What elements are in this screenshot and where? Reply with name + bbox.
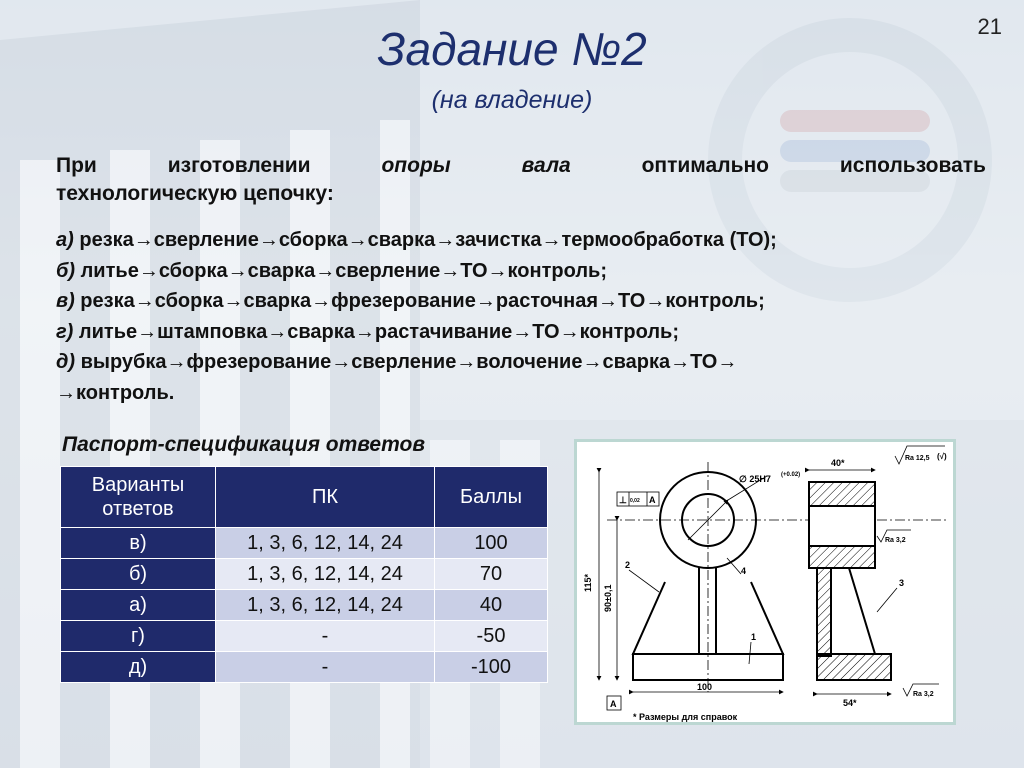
task-line-2: технологическую цепочку: — [56, 182, 334, 205]
cell-score: -100 — [435, 652, 548, 683]
option-d-continued: →контроль. — [56, 381, 175, 404]
passport-title: Паспорт-спецификация ответов — [62, 433, 426, 456]
dim-height-axis: 90±0,1 — [603, 584, 613, 612]
svg-text:A: A — [649, 495, 656, 505]
option-v: в) резка→сборка→сварка→фрезерование→расточная→ТО→контроль; — [56, 290, 765, 312]
slide-title: Задание №2 — [377, 23, 647, 75]
option-b: б) литье→сборка→сварка→сверление→ТО→контроль; — [56, 259, 607, 282]
slide-subtitle: (на владение) — [431, 86, 593, 114]
dim-base: 100 — [697, 682, 713, 692]
cell-pk: - — [216, 621, 435, 652]
roughness-general-paren: (√) — [937, 452, 947, 461]
table-row — [61, 528, 548, 559]
roughness-2: Ra 3,2 — [913, 691, 934, 698]
cell-pk: 1, 3, 6, 12, 14, 24 — [216, 559, 435, 590]
header-score: Баллы — [435, 467, 548, 528]
part-label: 2 — [625, 560, 631, 570]
table-row — [61, 590, 548, 621]
part-label: 1 — [751, 632, 757, 642]
table-row — [61, 621, 548, 652]
task-word: вала — [521, 154, 571, 177]
task-word: опоры — [381, 154, 451, 177]
slide-number: 21 — [977, 14, 1002, 39]
tolerance-frame — [617, 492, 659, 506]
option-g: г) литье→штамповка→сварка→растачивание→ТО→контроль; — [56, 320, 679, 343]
roughness-1: Ra 3,2 — [885, 537, 906, 544]
part-label: 4 — [741, 566, 747, 576]
dim-hole: ∅ 25H7 — [739, 474, 771, 484]
task-word: изготовлении — [167, 154, 311, 177]
cell-variant: в) — [61, 528, 216, 559]
task-word: При — [56, 154, 97, 177]
dim-right-base: 54* — [843, 698, 857, 708]
cell-score: 40 — [435, 590, 548, 621]
cell-score: 100 — [435, 528, 548, 559]
option-d: д) вырубка→фрезерование→сверление→волочение→сварка→ТО→ — [56, 351, 738, 373]
drawing-svg — [577, 442, 953, 722]
dim-width-top: 40* — [831, 458, 845, 468]
task-word: использовать — [839, 154, 986, 177]
svg-text:0,02: 0,02 — [630, 498, 640, 504]
task-statement — [56, 152, 986, 208]
answer-options — [56, 225, 996, 408]
side-view — [809, 482, 891, 680]
drawing-note: * Размеры для справок — [633, 712, 738, 722]
dim-hole-tol: (+0.02) — [781, 472, 801, 478]
cell-score: 70 — [435, 559, 548, 590]
cell-pk: 1, 3, 6, 12, 14, 24 — [216, 528, 435, 559]
option-a: а) резка→сверление→сборка→сварка→зачистка→термообработка (ТО); — [56, 229, 777, 251]
header-variants: Варианты ответов — [61, 467, 216, 528]
table-row — [61, 559, 548, 590]
task-word: оптимально — [641, 154, 769, 177]
svg-text:A: A — [610, 699, 617, 709]
cell-variant: б) — [61, 559, 216, 590]
header-pk: ПК — [216, 467, 435, 528]
part-label: 3 — [899, 578, 905, 588]
technical-drawing — [574, 439, 956, 725]
cell-variant: г) — [61, 621, 216, 652]
cell-score: -50 — [435, 621, 548, 652]
table-row — [61, 652, 548, 683]
cell-variant: д) — [61, 652, 216, 683]
cell-variant: а) — [61, 590, 216, 621]
table-header-row — [61, 467, 548, 528]
answer-table — [60, 466, 548, 683]
cell-pk: 1, 3, 6, 12, 14, 24 — [216, 590, 435, 621]
roughness-general-value: Ra 12,5 — [905, 455, 930, 462]
datum-box — [607, 696, 621, 710]
svg-text:⊥: ⊥ — [619, 495, 627, 505]
cell-pk: - — [216, 652, 435, 683]
dim-height-total: 115* — [583, 573, 593, 592]
